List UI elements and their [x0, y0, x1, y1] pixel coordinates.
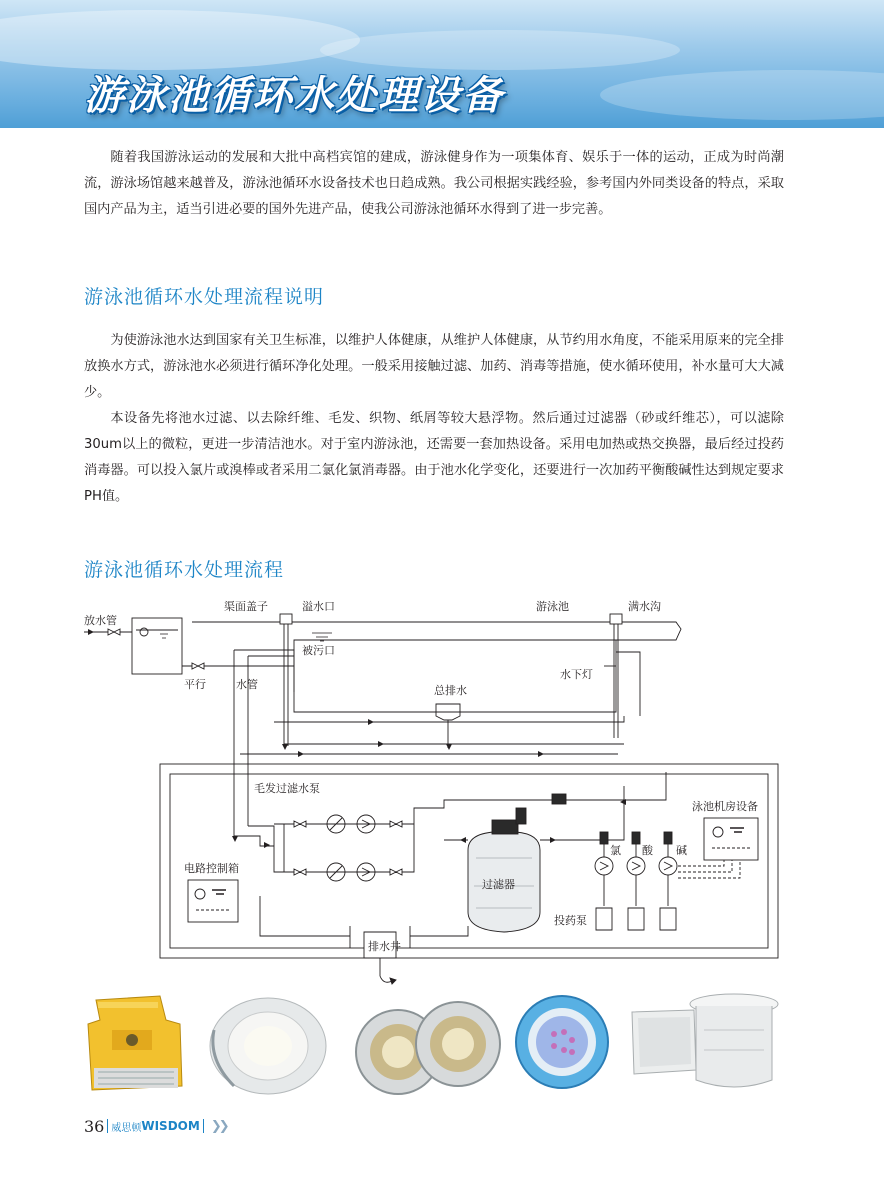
label-overflow: 溢水口	[302, 600, 335, 613]
header-banner	[0, 0, 884, 128]
led-pool-light-icon	[516, 996, 608, 1088]
brand-name-en: WISDOM	[141, 1119, 200, 1133]
intro-paragraph: 随着我国游泳运动的发展和大批中高档宾馆的建成，游泳健身作为一项集体育、娱乐于一体的运动，正成为时尚潮流，游泳场馆越来越普及，游泳池循环水设备技术也日趋成熟。我公司根据实践经验，参考国内外同类设备的特点，采取国内产品为主，适当引进必要的国外先进产品，使我公司游泳池循环水得到了进一步完善。	[84, 150, 784, 217]
control-box	[188, 880, 238, 922]
label-drain-well: 排水井	[368, 940, 401, 953]
label-balance: 平行	[184, 678, 206, 691]
footer-divider	[107, 1119, 108, 1133]
skimmer-icon	[632, 994, 778, 1087]
pool-lights-pair-icon	[356, 1002, 500, 1094]
footer-divider	[203, 1119, 204, 1133]
label-dirt-outlet: 被污口	[302, 644, 335, 657]
label-pool: 游泳池	[536, 600, 569, 613]
label-underwater-light: 水下灯	[560, 668, 593, 681]
label-machine-room: 泳池机房设备	[692, 800, 758, 813]
label-full-ditch: 满水沟	[628, 600, 661, 613]
pool-outline	[192, 622, 681, 712]
section-heading-flow: 游泳池循环水处理流程	[84, 559, 285, 581]
label-water-pipe: 水管	[236, 678, 258, 691]
double-chevron-icon: ❯❯	[210, 1118, 227, 1134]
flow-diagram	[84, 596, 784, 996]
label-alkali: 碱	[676, 844, 687, 857]
label-chlorine: 氯	[610, 844, 621, 857]
wave-highlight	[0, 10, 360, 70]
section-heading-description: 游泳池循环水处理流程说明	[84, 286, 325, 308]
label-dosing-pump: 投药泵	[554, 914, 587, 927]
pool-cleaner-robot-icon	[88, 996, 182, 1090]
label-filter: 过滤器	[482, 878, 515, 891]
wave-highlight	[600, 70, 884, 120]
machine-room-panel	[704, 818, 758, 860]
description-paragraph-1: 为使游泳池水达到国家有关卫生标准，以维护人体健康，从维护人体健康，从节约用水角度，不能采用原来的完全排放换水方式，游泳池水必须进行循环净化处理。一般采用接触过滤、加药、消毒等措施，使水循环使用，补水量可大大减少。	[84, 333, 784, 400]
label-drain-pipe: 放水管	[84, 614, 117, 627]
label-main-drain: 总排水	[434, 684, 467, 697]
page-footer	[84, 1116, 227, 1136]
label-acid: 酸	[642, 844, 653, 857]
product-photos	[84, 990, 784, 1100]
page-title: 游泳池循环水处理设备	[84, 73, 504, 119]
balance-tank	[132, 618, 182, 674]
label-hair-pump: 毛发过滤水泵	[254, 782, 320, 795]
pool-light-white-icon	[210, 998, 326, 1094]
label-control-box: 电路控制箱	[184, 862, 239, 875]
brand-name-cn: 威思顿	[111, 1122, 142, 1134]
page-number: 36	[84, 1116, 105, 1136]
label-channel-cover: 渠面盖子	[224, 600, 268, 613]
description-paragraph-2: 本设备先将池水过滤、以去除纤维、毛发、织物、纸屑等较大悬浮物。然后通过过滤器（砂或纤维芯），可以滤除30um以上的微粒，更进一步清洁池水。对于室内游泳池，还需要一套加热设备。采用电加热或热交换器，最后经过投药消毒器。可以投入氯片或溴棒或者采用二氯化氯消毒器。由于池水化学变化，还要进行一次加药平衡酸碱性达到规定要求PH值。	[84, 411, 784, 504]
